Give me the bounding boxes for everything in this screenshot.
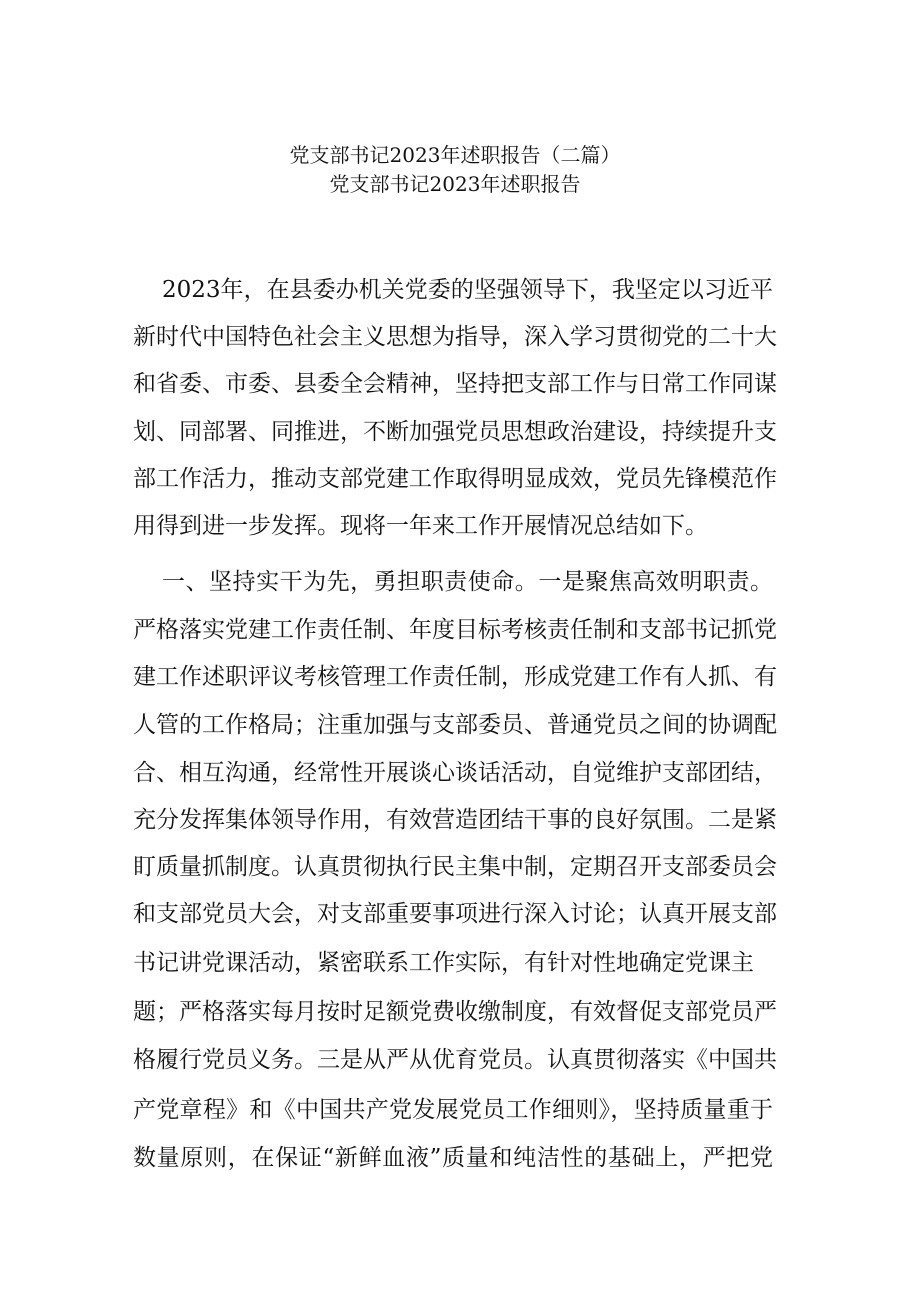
text-line: 部工作活力，推动支部党建工作取得明显成效，党员先锋模范作: [133, 466, 777, 492]
title-line-1: 党支部书记2023年述职报告（二篇）: [289, 143, 621, 167]
text-line: 用得到进一步发挥。现将一年来工作开展情况总结如下。: [133, 513, 708, 539]
text-line: 划、同部署、同推进，不断加强党员思想政治建设，持续提升支: [133, 419, 777, 445]
text-line: 建工作述职评议考核管理工作责任制，形成党建工作有人抓、有: [133, 664, 777, 690]
text-line: 格履行党员义务。三是从严从优育党员。认真贯彻落实《中国共: [133, 1047, 777, 1073]
text-line: 盯质量抓制度。认真贯彻执行民主集中制，定期召开支部委员会: [133, 854, 777, 880]
text-line: 合、相互沟通，经常性开展谈心谈话活动，自觉维护支部团结，: [133, 760, 777, 786]
text-line: 2023年，在县委办机关党委的坚强领导下，我坚定以习近平: [162, 277, 773, 303]
text-line: 和支部党员大会，对支部重要事项进行深入讨论；认真开展支部: [133, 901, 777, 927]
text-line: 新时代中国特色社会主义思想为指导，深入学习贯彻党的二十大: [133, 324, 777, 350]
text-line: 严格落实党建工作责任制、年度目标考核责任制和支部书记抓党: [133, 617, 777, 643]
title-line-2: 党支部书记2023年述职报告: [329, 172, 581, 196]
text-line: 题；严格落实每月按时足额党费收缴制度，有效督促支部党员严: [133, 999, 777, 1025]
text-line: 人管的工作格局；注重加强与支部委员、普通党员之间的协调配: [133, 712, 777, 738]
text-line: 书记讲党课活动，紧密联系工作实际，有针对性地确定党课主: [133, 950, 754, 976]
text-line: 和省委、市委、县委全会精神，坚持把支部工作与日常工作同谋: [133, 371, 777, 397]
text-line: 产党章程》和《中国共产党发展党员工作细则》，坚持质量重于: [133, 1097, 773, 1123]
text-line: 一、坚持实干为先，勇担职责使命。一是聚焦高效明职责。: [162, 569, 773, 595]
text-line: 充分发挥集体领导作用，有效营造团结干事的良好氛围。二是紧: [133, 807, 777, 833]
text-line: 数量原则，在保证“新鲜血液”质量和纯洁性的基础上，严把党: [133, 1145, 773, 1171]
